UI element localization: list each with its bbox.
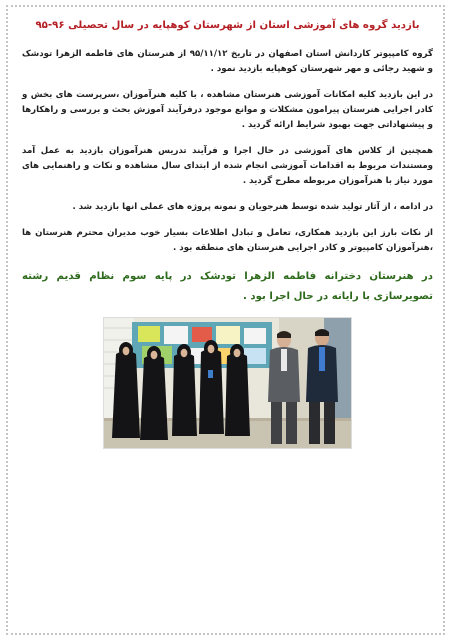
- highlight-paragraph: در هنرستان دخترانه فاطمه الزهرا تودشک در پایه سوم نظام قدیم رشته تصویرسازی با رایانه در حال اجرا بود .: [22, 271, 433, 302]
- paragraph-2: در این بازدید کلیه امکانات آموزشی هنرستان مشاهده ، با کلیه هنرآموزان ،سرپرست های بخش و کادر اجرایی هنرستان پیرامون مشکلات و موانع موجود درفرآیند آموزش بحث و بررسی و راهکارها و پیشنهاداتی جهت بهبود شرایط ارائه گردید .: [22, 90, 433, 130]
- paragraph-3: همچنین از کلاس های آموزشی در حال اجرا و فرآیند تدریس هنرآموزان بازدید به عمل آمد ومستندات مربوط به اقدامات آموزشی انجام شده از ابتدای سال مشاهده و نکات و راهنمایی های مورد نیاز با هنرآموزان مربوطه مطرح گردید .: [22, 146, 433, 186]
- paragraph-5: از نکات بارز این بازدید همکاری، تعامل و تبادل اطلاعات بسیار خوب مدیران محترم هنرستان ها ،هنرآموزان کامپیوتر و کادر اجرایی هنرستان های منطقه بود .: [22, 228, 433, 253]
- page-title: بازدید گروه های آموزشی استان از شهرستان کوهپایه در سال تحصیلی ۹۶-۹۵: [35, 20, 420, 31]
- group-photo: [103, 317, 352, 449]
- group-photo-illustration: [104, 318, 351, 448]
- paragraph-1: گروه کامپیوتر کاردانش استان اصفهان در تاریخ ۹۵/۱۱/۱۲ از هنرستان های فاطمه الزهرا تودشک و شهید رجائی و مهر شهرستان کوهپایه بازدید نمود .: [22, 49, 433, 74]
- document-body: [22, 16, 433, 318]
- paragraph-4: در ادامه ، از آثار تولید شده توسط هنرجویان و نمونه پروژه های عملی انها بازدید شد .: [72, 202, 433, 212]
